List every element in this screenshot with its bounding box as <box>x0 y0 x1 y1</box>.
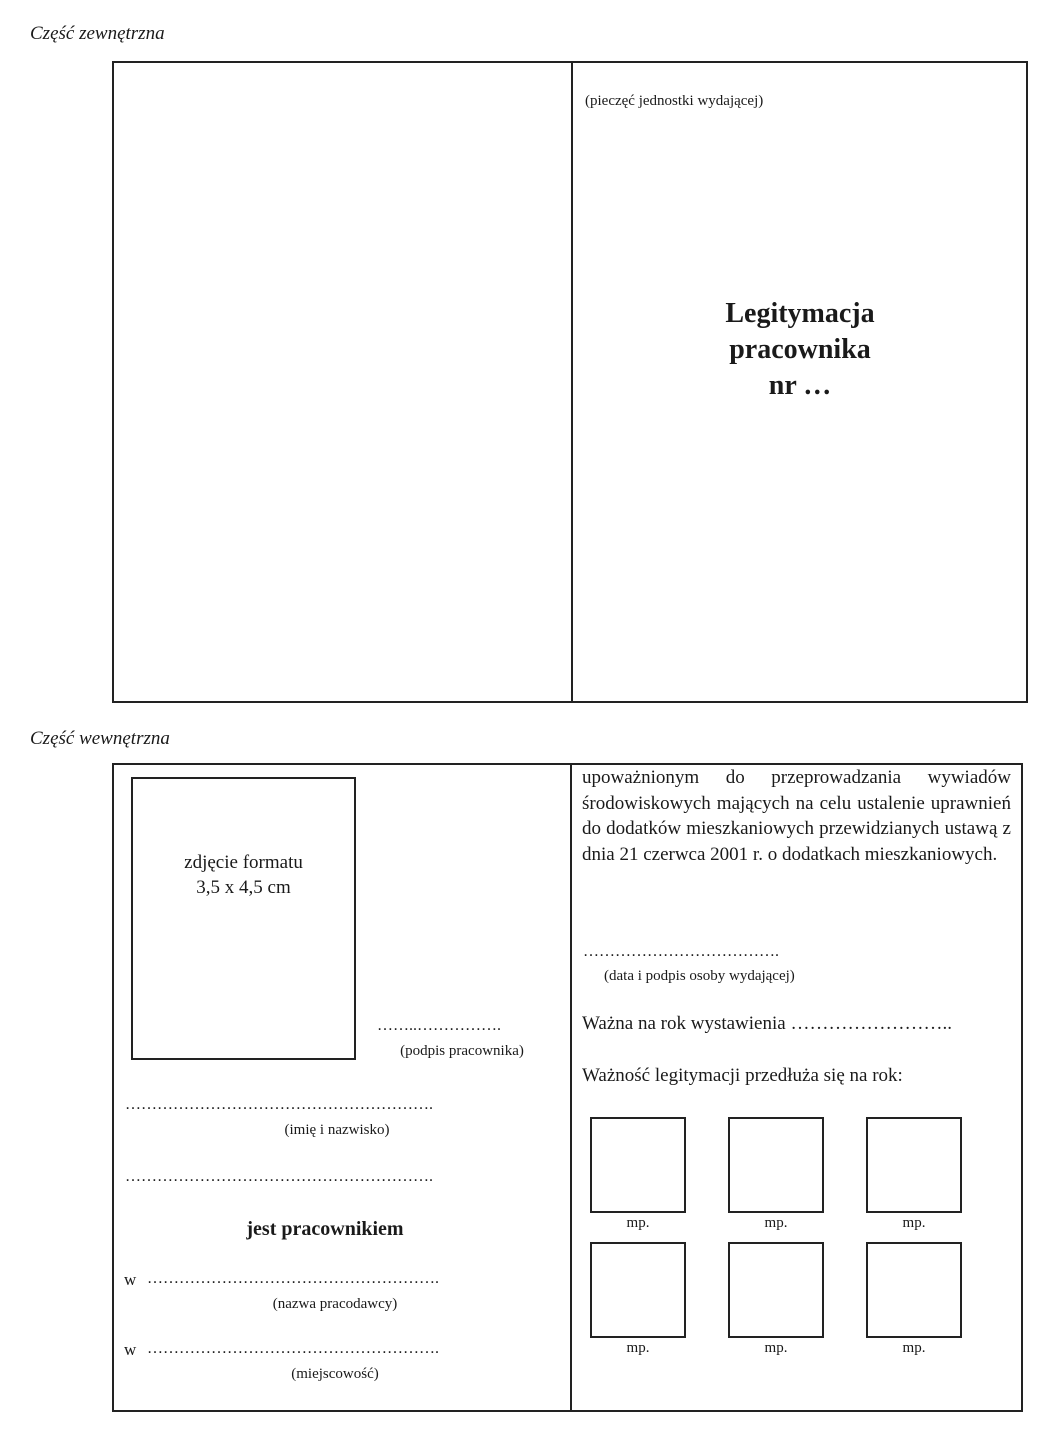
card-title-line: nr … <box>768 370 832 401</box>
name-field-caption: (imię i nazwisko) <box>284 1122 390 1138</box>
stamp-box <box>590 1242 686 1338</box>
photo-format-label: zdjęcie formatu <box>184 852 303 873</box>
stamp-label: mp. <box>626 1340 650 1356</box>
issuer-signature-line[interactable]: ………………………………. <box>583 943 779 960</box>
valid-year-field[interactable]: …………………….. <box>790 1013 952 1034</box>
card-title <box>640 296 960 404</box>
inner-card-fold-line <box>570 763 572 1412</box>
locality-field-caption: (miejscowość) <box>291 1366 379 1382</box>
locality-prefix: w <box>124 1340 137 1359</box>
issuer-signature-caption: (data i podpis osoby wydającej) <box>604 968 795 984</box>
is-employee-label: jest pracownikiem <box>246 1218 404 1240</box>
valid-year-label: Ważna na rok wystawienia <box>582 1013 786 1034</box>
additional-line[interactable]: …………………………………………………. <box>125 1168 433 1185</box>
card-title-line: pracownika <box>729 334 871 365</box>
stamp-box <box>728 1242 824 1338</box>
card-title-line: Legitymacja <box>725 298 875 329</box>
photo-size-label: 3,5 x 4,5 cm <box>196 877 291 898</box>
valid-year-row <box>582 1013 952 1035</box>
photo-placeholder <box>131 777 356 1060</box>
locality-field-line[interactable]: ………………………………………………. <box>147 1340 439 1357</box>
stamp-box <box>728 1117 824 1213</box>
inner-part-label: Część wewnętrzna <box>30 728 170 749</box>
stamp-box <box>866 1117 962 1213</box>
outer-part-label: Część zewnętrzna <box>30 23 165 44</box>
stamp-box <box>866 1242 962 1338</box>
stamp-label: mp. <box>764 1340 788 1356</box>
employee-signature-caption: (podpis pracownika) <box>400 1043 524 1059</box>
stamp-label: mp. <box>902 1215 926 1231</box>
employee-signature-line[interactable]: ……..……………. <box>377 1017 501 1034</box>
stamp-label: mp. <box>902 1340 926 1356</box>
authorization-text: upoważnionym do przeprowadzania wywiadów środowiskowych mających na celu ustalenie uprawnień do dodatków mieszkaniowych przewidzianych ustawą z dnia 21 czerwca 2001 r. o dodatkach mieszkaniowych. <box>582 767 1011 865</box>
extension-label: Ważność legitymacji przedłuża się na rok: <box>582 1065 903 1086</box>
employer-field-caption: (nazwa pracodawcy) <box>272 1296 398 1312</box>
issuing-unit-stamp-caption: (pieczęć jednostki wydającej) <box>585 93 764 109</box>
outer-card-fold-line <box>571 61 573 703</box>
stamp-label: mp. <box>626 1215 650 1231</box>
stamp-box <box>590 1117 686 1213</box>
employer-field-line[interactable]: ………………………………………………. <box>147 1270 439 1287</box>
stamp-label: mp. <box>764 1215 788 1231</box>
employer-prefix: w <box>124 1270 137 1289</box>
name-field-line[interactable]: …………………………………………………. <box>125 1096 433 1113</box>
